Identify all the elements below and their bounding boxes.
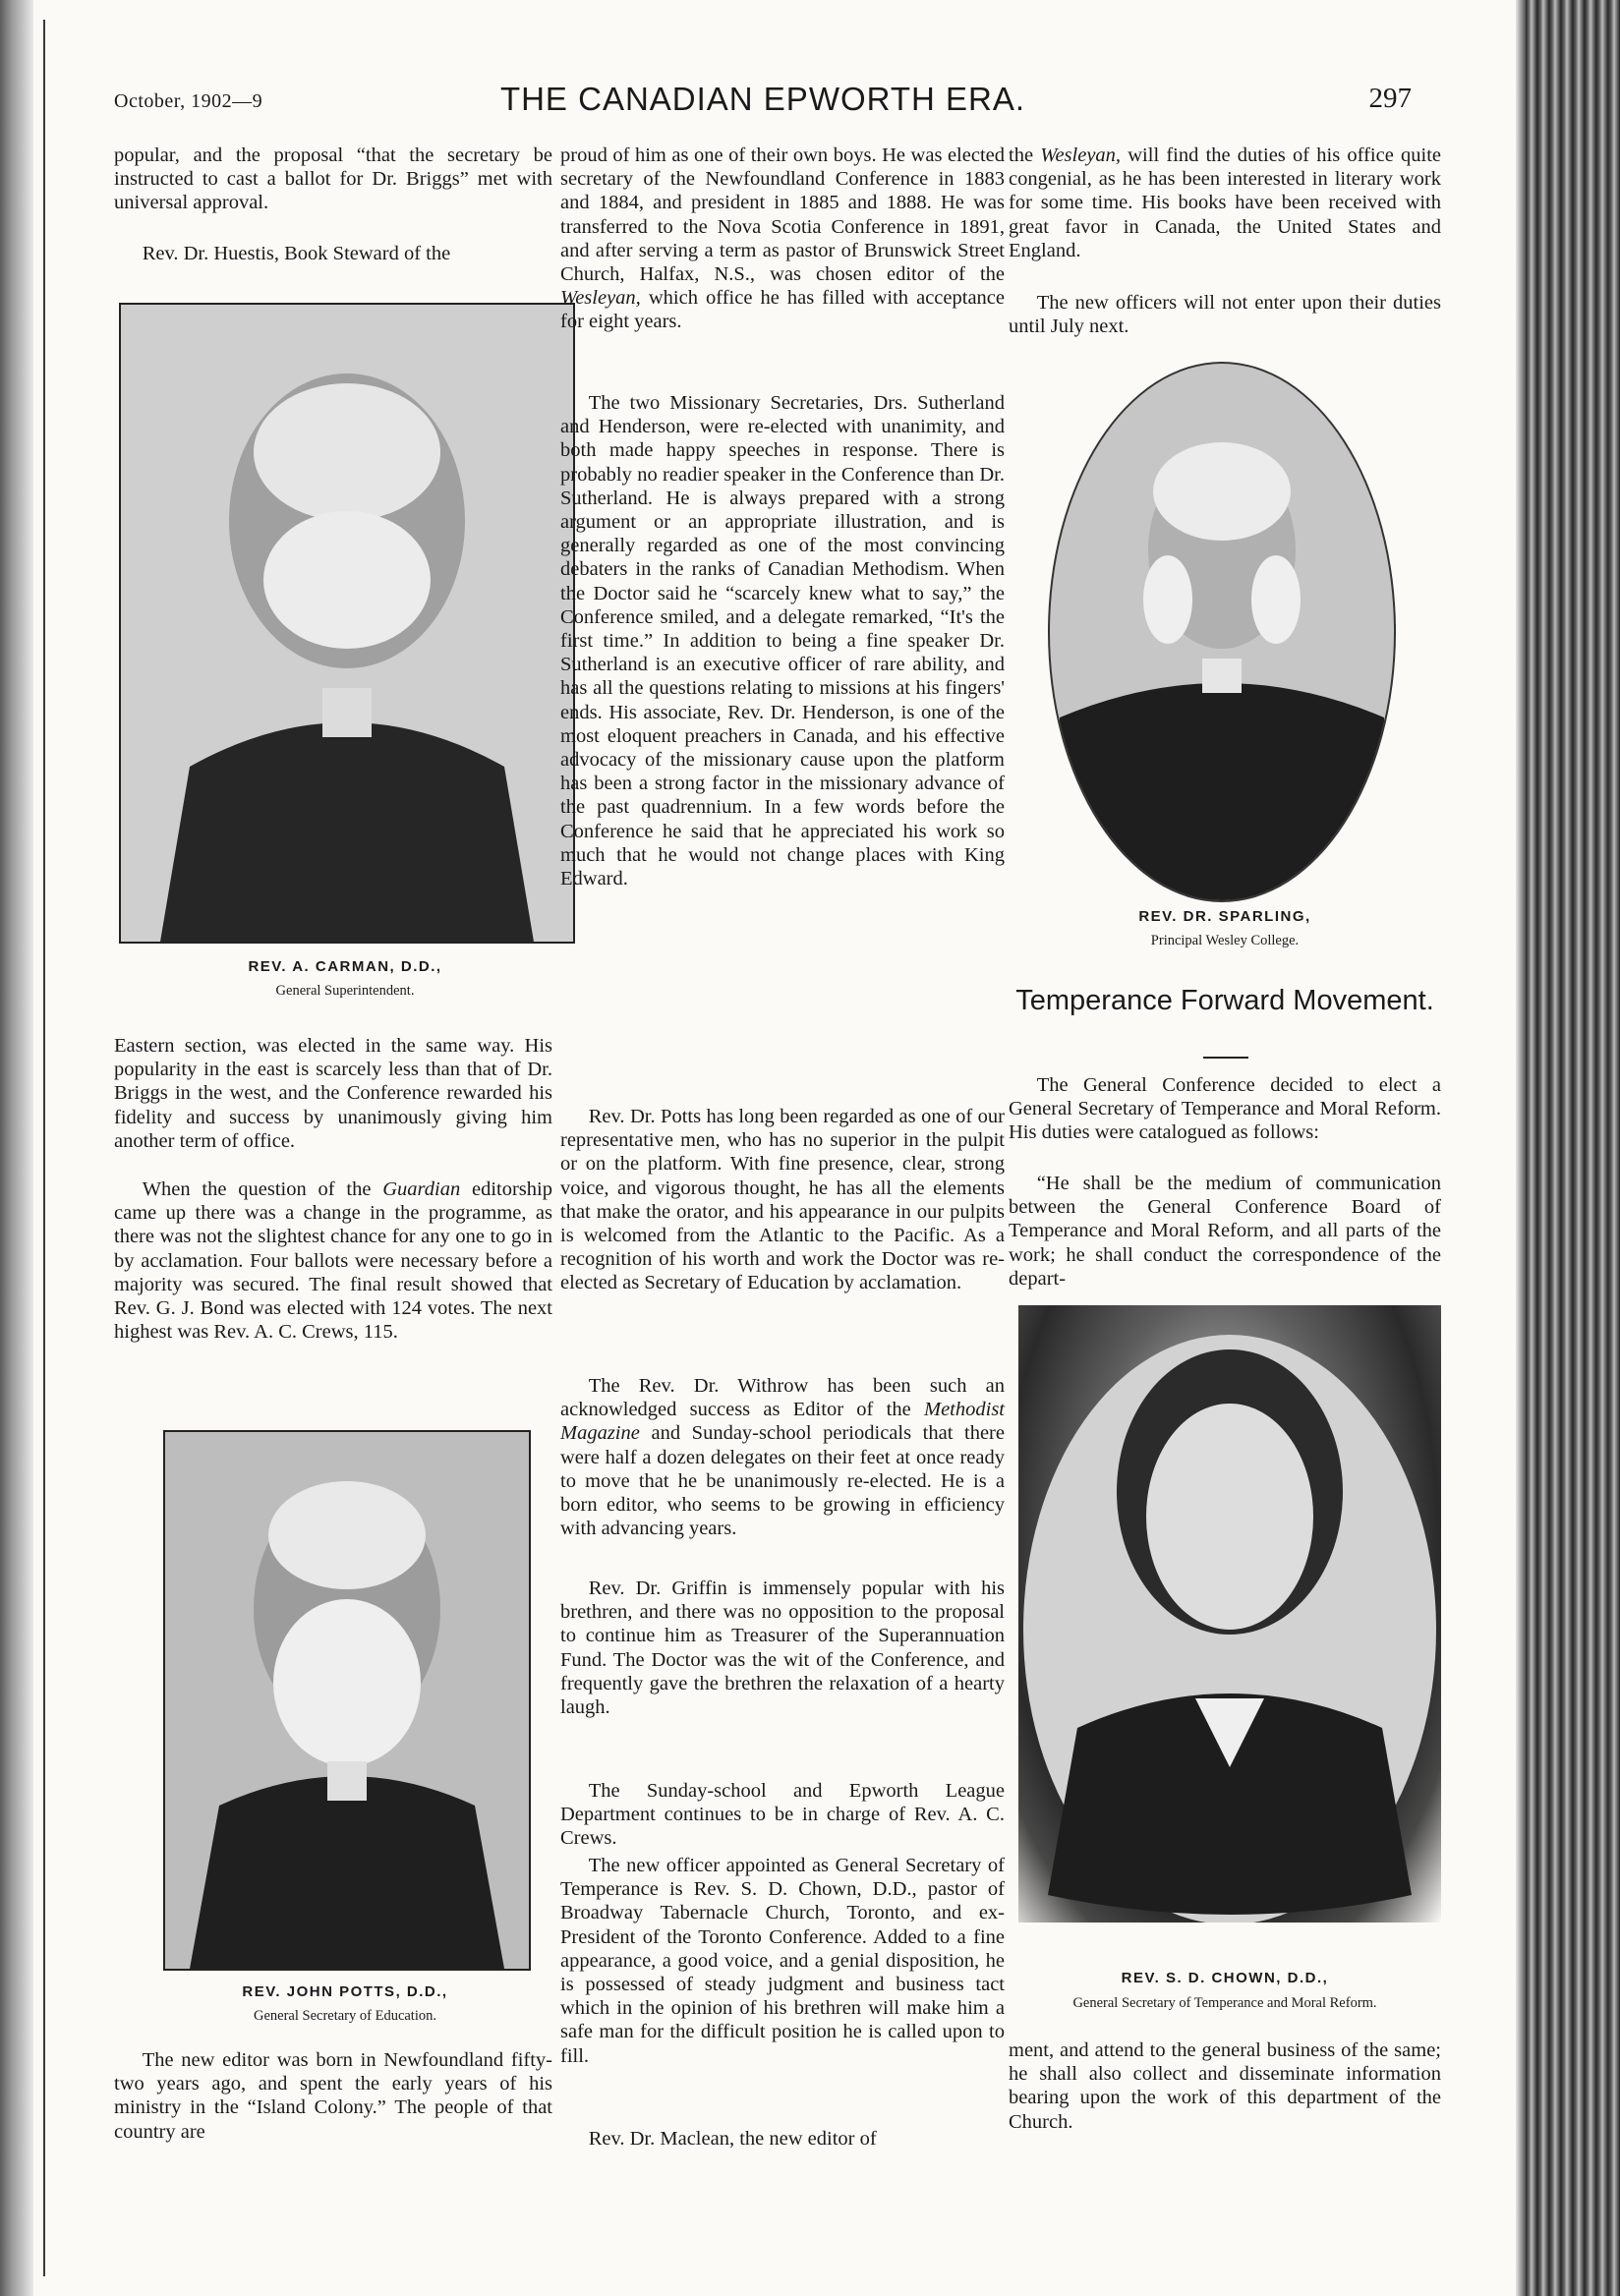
col2-paragraph-7: The new officer appointed as General Secretary of Temperance is Rev. S. D. Chown, D.D., pastor of Broadway Tabernacle Church, Toronto, and ex-President of the Toronto Conference. Added to a fine appearance, a good voice, and a genial disposition, he is possessed of steady judgment and business tact which in the opinion of his brethren will make him a safe man for the difficult position he is called upon to fill. — [560, 1855, 1005, 2067]
col3-paragraph-2: The new officers will not enter upon their duties until July next. — [1009, 292, 1441, 338]
col1-paragraph-1: popular, and the proposal “that the secretary be instructed to cast a ballot for Dr. Briggs” met with universal approval. — [114, 144, 552, 214]
issue-date: October, 1902—9 — [114, 90, 263, 112]
caption-sparling-title: Principal Wesley College. — [1150, 933, 1300, 948]
col2-paragraph-2: The two Missionary Secretaries, Drs. Sutherland and Henderson, were re-elected with unanimity, and both made happy speeches in response. There is probably no readier speaker in the Conference than Dr. Sutherland. He is always prepared with a strong argument or an appropriate illustration, and is generally regarded as one of the most convincing debaters in the ranks of Canadian Methodism. When the Doctor said he “scarcely knew what to say,” the Conference smiled, and a delegate remarked, “It's the first time.” In addition to being a fine speaker Dr. Sutherland is an executive officer of rare ability, and has all the questions relating to missions at his fingers' ends. His associate, Rev. Dr. Henderson, is one of the most eloquent preachers in Canada, and his effective advocacy of the missionary cause upon the platform has been a strong factor in the missionary advance of the past quadrennium. In a few words before the Conference he said that he appreciated his work so much that he would not change places with King Edward. — [560, 392, 1005, 890]
italic-wesleyan: Wesleyan, — [560, 287, 641, 310]
col2-paragraph-6: The Sunday-school and Epworth League Department continues to be in charge of Rev. A. C. Crews. — [560, 1780, 1005, 1850]
italic-methodist-magazine: Methodist Magazine — [560, 1399, 1005, 1445]
portrait-photo-icon — [165, 1432, 529, 1969]
portrait-carman — [119, 303, 575, 944]
col3-paragraph-1: the Wesleyan, will find the duties of his office quite congenial, as he has been interested in literary work for some time. His books have been received with great favor in Canada, the United States and England. — [1009, 144, 1441, 261]
page-edge-shadow — [1516, 0, 1526, 2296]
page-gutter-line — [43, 20, 45, 2276]
caption-sparling-name: REV. DR. SPARLING, — [1138, 908, 1311, 925]
col3-paragraph-5: ment, and attend to the general business of the same; he shall also collect and disseminate information bearing upon the work of this department of the Church. — [1009, 2039, 1441, 2133]
col2-paragraph-3: Rev. Dr. Potts has long been regarded as one of our representative men, who has no superior in the pulpit or on the platform. With fine presence, clear, strong voice, and vigorous thought, he has all the elements that make the orator, and his appearance in our pulpits is welcomed from the Atlantic to the Pacific. As a recognition of his worth and work the Doctor was re-elected as Secretary of Education by acclamation. — [560, 1106, 1005, 1294]
section-heading-temperance: Temperance Forward Movement. — [1015, 985, 1434, 1016]
portrait-photo-icon — [1018, 1305, 1441, 1923]
col2-paragraph-5: Rev. Dr. Griffin is immensely popular with his brethren, and there was no opposition to the proposal to continue him as Treasurer of the Superannuation Fund. The Doctor was the wit of the Conference, and frequently gave the brethren the relaxation of a hearty laugh. — [560, 1578, 1005, 1719]
section-divider — [1203, 1057, 1248, 1059]
col1-paragraph-2: Rev. Dr. Huestis, Book Steward of the — [142, 243, 451, 264]
col2-paragraph-8: Rev. Dr. Maclean, the new editor of — [588, 2128, 877, 2150]
col1-paragraph-5: The new editor was born in Newfoundland fifty-two years ago, and spent the early years of his ministry in the “Island Colony.” The people of that country are — [114, 2049, 552, 2143]
caption-chown-name: REV. S. D. CHOWN, D.D., — [1121, 1970, 1329, 1986]
book-page-stack-right — [1526, 0, 1620, 2296]
col3-paragraph-4: “He shall be the medium of communication between the General Conference Board of Temperance and Moral Reform, and all parts of the work; he shall conduct the correspondence of the depart- — [1009, 1173, 1441, 1290]
book-binding-left — [0, 0, 33, 2296]
col1-paragraph-4: When the question of the Guardian editorship came up there was a change in the programme, as there was not the slightest chance for any one to go in by acclamation. Four ballots were necessary before a majority was secured. The final result showed that Rev. G. J. Bond was elected with 124 votes. The next highest was Rev. A. C. Crews, 115. — [114, 1178, 552, 1344]
portrait-sparling — [1048, 362, 1396, 902]
page-number: 297 — [1368, 83, 1412, 114]
col2-paragraph-1: proud of him as one of their own boys. He was elected secretary of the Newfoundland Conference in 1883 and 1884, and president in 1885 and 1888. He was transferred to the Nova Scotia Conference in 1891, and after serving a term as pastor of Brunswick Street Church, Halfax, N.S., was chosen editor of the Wesleyan, which office he has filled with acceptance for eight years. — [560, 144, 1005, 333]
caption-carman-name: REV. A. CARMAN, D.D., — [248, 958, 442, 975]
caption-potts-title: General Secretary of Education. — [254, 2008, 436, 2024]
italic-wesleyan-2: Wesleyan, — [1040, 144, 1122, 166]
caption-chown-title: General Secretary of Temperance and Moral Reform. — [1072, 1995, 1377, 2011]
caption-carman-title: General Superintendent. — [275, 983, 415, 999]
portrait-photo-icon — [121, 305, 573, 942]
italic-guardian: Guardian — [382, 1178, 461, 1200]
portrait-photo-icon — [1050, 364, 1394, 900]
col3-paragraph-3: The General Conference decided to elect a General Secretary of Temperance and Moral Reform. His duties were catalogued as follows: — [1009, 1074, 1441, 1144]
page-header — [114, 81, 1412, 120]
portrait-potts — [163, 1430, 531, 1971]
caption-potts-name: REV. JOHN POTTS, D.D., — [242, 1983, 448, 2000]
publication-title: THE CANADIAN EPWORTH ERA. — [499, 81, 1026, 117]
portrait-chown — [1018, 1305, 1441, 1923]
col1-paragraph-3: Eastern section, was elected in the same way. His popularity in the east is scarcely less than that of Dr. Briggs in the west, and the Conference rewarded his fidelity and success by unanimously giving him another term of office. — [114, 1035, 552, 1152]
col2-paragraph-4: The Rev. Dr. Withrow has been such an acknowledged success as Editor of the Methodist Magazine and Sunday-school periodicals that there were half a dozen delegates on their feet at once ready to move that he be unanimously re-elected. He is a born editor, who seems to be growing in efficiency with advancing years. — [560, 1375, 1005, 1540]
